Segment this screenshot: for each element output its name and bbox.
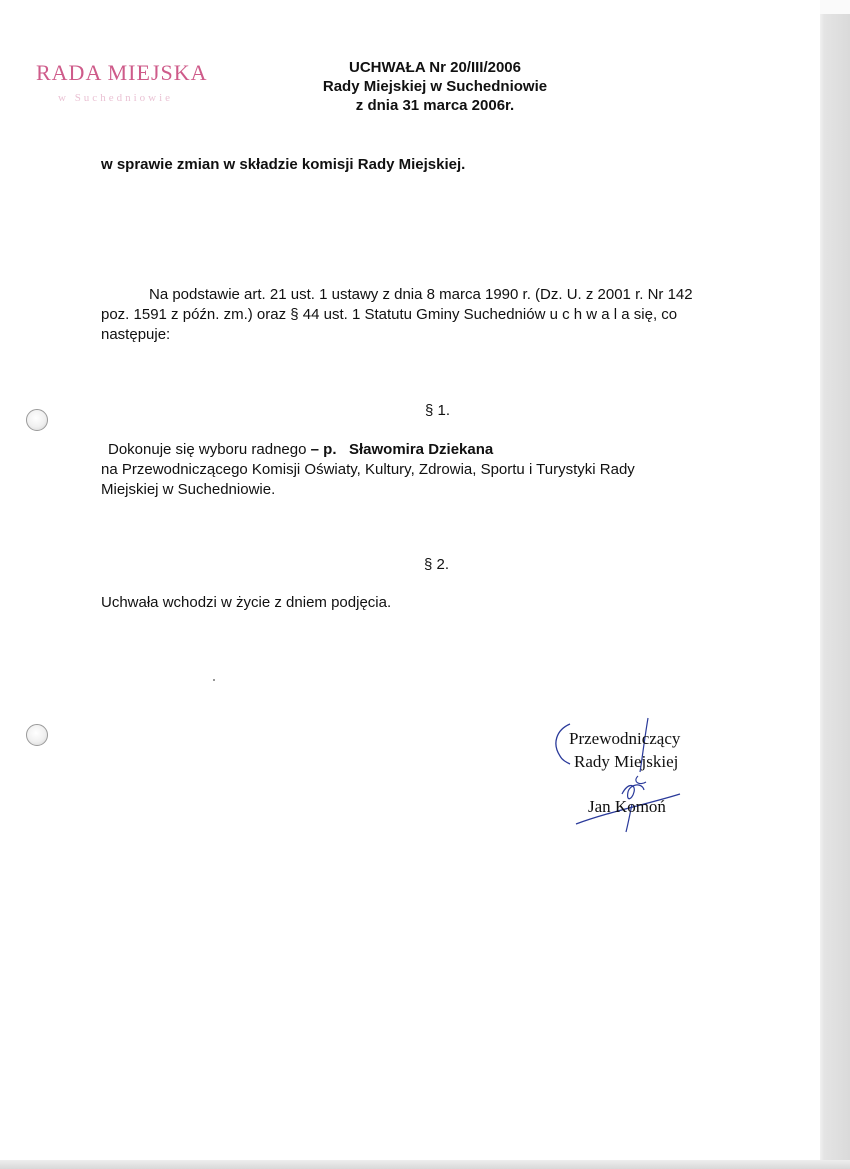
section-1-mark: § 1.: [425, 402, 451, 419]
scan-speck: [213, 679, 215, 681]
section-1-person: Sławomira Dziekana: [349, 441, 494, 458]
signature-name: Jan Komoń: [588, 797, 666, 816]
resolution-date: z dnia 31 marca 2006r.: [355, 97, 515, 114]
stamp-title: RADA MIEJSKA: [36, 60, 208, 85]
section-2-text: Uchwała wchodzi w życie z dniem podjęcia.: [101, 594, 392, 611]
scan-edge-right: [820, 0, 850, 1169]
legal-basis-line-1: Na podstawie art. 21 ust. 1 ustawy z dnia 8 marca 1990 r. (Dz. U. z 2001 r. Nr 142: [149, 286, 693, 303]
resolution-subject: w sprawie zmian w składzie komisji Rady Miejskiej.: [101, 156, 466, 173]
section-1-line-1: [101, 440, 781, 460]
resolution-number: UCHWAŁA Nr 20/III/2006: [349, 59, 521, 76]
punch-hole-bottom: [26, 724, 48, 746]
resolution-council: Rady Miejskiej w Suchedniowie: [322, 78, 548, 95]
scan-edge-top: [820, 0, 850, 14]
signature-council: Rady Miejskiej: [574, 752, 679, 771]
signature-title: Przewodniczący: [569, 729, 681, 748]
section-1-intro: Dokonuje się wyboru radnego: [108, 441, 307, 458]
rada-miejska-stamp: [32, 58, 217, 118]
section-2-mark: § 2.: [424, 556, 450, 573]
section-1-line-3: Miejskiej w Suchedniowie.: [101, 481, 276, 498]
resolution-header: [285, 58, 585, 115]
scan-edge-bottom: [0, 1160, 850, 1169]
legal-basis-line-2: poz. 1591 z późn. zm.) oraz § 44 ust. 1 Statutu Gminy Suchedniów u c h w a l a się, co: [101, 306, 678, 323]
stamp-subtitle: w Suchedniowie: [58, 92, 174, 104]
punch-hole-top: [26, 409, 48, 431]
section-1-dash: – p.: [310, 441, 337, 458]
section-1-paragraph: [101, 440, 781, 500]
legal-basis-paragraph: [101, 285, 771, 345]
section-1-line-2: na Przewodniczącego Komisji Oświaty, Kultury, Zdrowia, Sportu i Turystyki Rady: [101, 461, 635, 478]
legal-basis-line-3: następuje:: [101, 326, 171, 343]
